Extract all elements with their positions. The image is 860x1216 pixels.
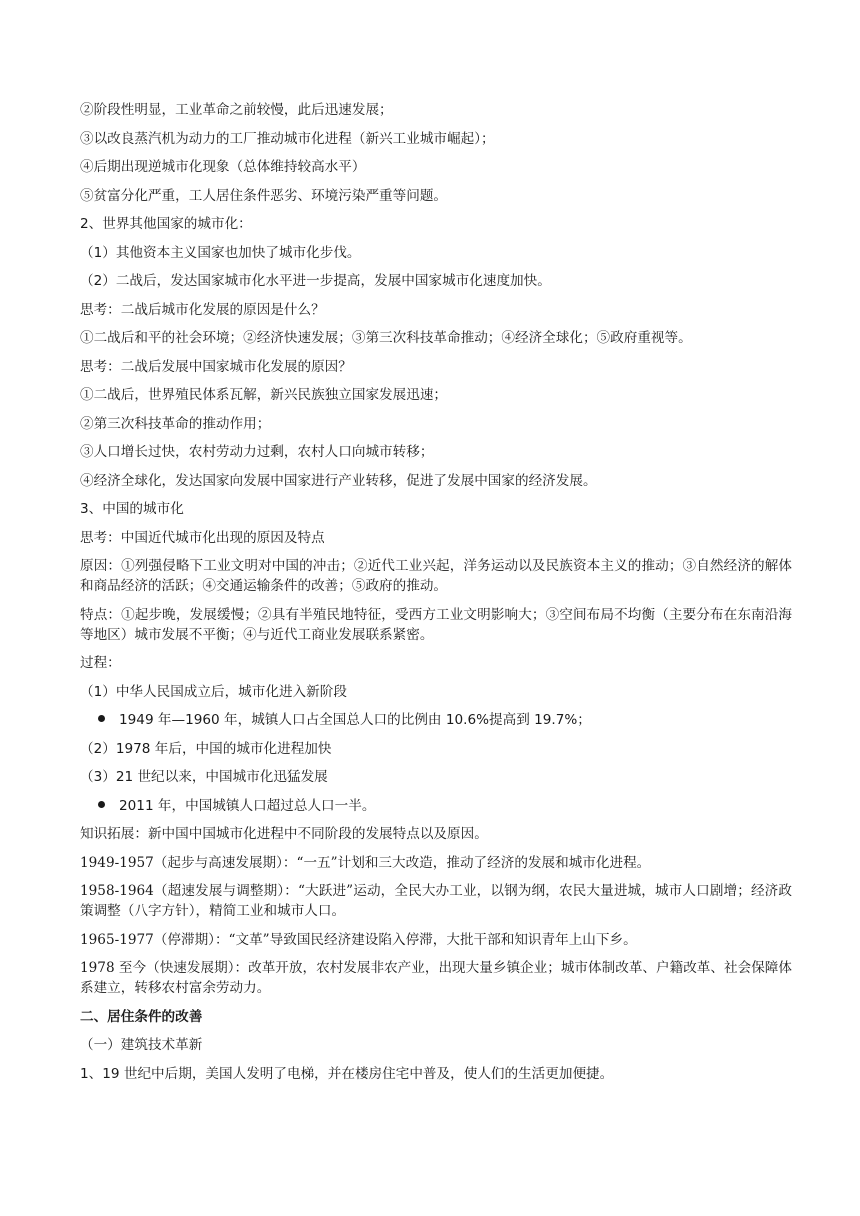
text-line: ①二战后，世界殖民体系瓦解，新兴民族独立国家发展迅速； [80, 387, 448, 403]
text-line: 1、19 世纪中后期，美国人发明了电梯，并在楼房住宅中普及，使人们的生活更加便捷。 [80, 1065, 614, 1082]
section-heading: 3、中国的城市化 [80, 501, 184, 517]
bullet-item [80, 710, 792, 730]
text-line: ③以改良蒸汽机为动力的工厂推动城市化进程（新兴工业城市崛起）； [80, 130, 495, 147]
text-line: ②阶段性明显，工业革命之前较慢，此后迅速发展； [80, 102, 393, 118]
bullet-text: 2011 年，中国城镇人口超过总人口一半。 [119, 797, 376, 814]
section-heading: 二、居住条件的改善 [80, 1008, 203, 1025]
text-paragraph: 原因：①列强侵略下工业文明对中国的冲击；②近代工业兴起，洋务运动以及民族资本主义的推动；③自然经济的解体和商品经济的活跃；④交通运输条件的改善；⑤政府的推动。 [80, 558, 792, 594]
text-paragraph: 1978 至今（快速发展期）：改革开放，农村发展非农产业，出现大量乡镇企业；城市体制改革、户籍改革、社会保障体系建立，转移农村富余劳动力。 [80, 960, 792, 996]
text-line: 1965-1977（停滞期）：“文革”导致国民经济建设陷入停滞，大批干部和知识青年上山下乡。 [80, 931, 637, 948]
bullet-item [80, 796, 792, 816]
bullet-text: 1949 年—1960 年，城镇人口占全国总人口的比例由 10.6%提高到 19.7%； [119, 712, 591, 728]
document-page [80, 100, 792, 1092]
bullet-icon [98, 801, 105, 808]
question-line: 思考：二战后发展中国家城市化发展的原因？ [80, 358, 352, 375]
text-paragraph: 1958-1964（超速发展与调整期）：“大跃进”运动，全民大办工业，以钢为纲，农民大量进城，城市人口剧增；经济政策调整（八字方针），精简工业和城市人口。 [80, 883, 792, 919]
question-line: 思考：二战后城市化发展的原因是什么？ [80, 301, 325, 318]
text-line: （3）21 世纪以来，中国城市化迅猛发展 [80, 769, 328, 785]
text-paragraph: 特点：①起步晚，发展缓慢；②具有半殖民地特征，受西方工业文明影响大；③空间布局不均衡（主要分布在东南沿海等地区）城市发展不平衡；④与近代工商业发展联系紧密。 [80, 606, 792, 643]
text-line: ④经济全球化，发达国家向发展中国家进行产业转移，促进了发展中国家的经济发展。 [80, 472, 597, 489]
text-line: ⑤贫富分化严重，工人居住条件恶劣、环境污染严重等问题。 [80, 187, 448, 204]
text-line: 过程： [80, 655, 121, 671]
question-line: 思考：中国近代城市化出现的原因及特点 [80, 529, 325, 546]
text-line: （1）其他资本主义国家也加快了城市化步伐。 [80, 244, 361, 261]
text-line: ②第三次科技革命的推动作用； [80, 415, 271, 432]
text-line: 1949-1957（起步与高速发展期）：“一五”计划和三大改造，推动了经济的发展和城市化进程。 [80, 854, 651, 871]
text-line: （2）1978 年后，中国的城市化进程加快 [80, 740, 332, 757]
sub-heading: （一）建筑技术革新 [80, 1037, 203, 1053]
text-line: ④后期出现逆城市化现象（总体维持较高水平） [80, 159, 366, 175]
bullet-icon [98, 715, 105, 722]
text-line: 知识拓展：新中国中国城市化进程中不同阶段的发展特点以及原因。 [80, 826, 488, 842]
section-heading: 2、世界其他国家的城市化： [80, 216, 252, 232]
text-line: ③人口增长过快，农村劳动力过剩，农村人口向城市转移； [80, 444, 434, 460]
text-line: ①二战后和平的社会环境；②经济快速发展；③第三次科技革命推动；④经济全球化；⑤政府重视等。 [80, 330, 692, 346]
text-line: （2）二战后，发达国家城市化水平进一步提高，发展中国家城市化速度加快。 [80, 273, 551, 289]
text-line: （1）中华人民国成立后，城市化进入新阶段 [80, 683, 347, 700]
